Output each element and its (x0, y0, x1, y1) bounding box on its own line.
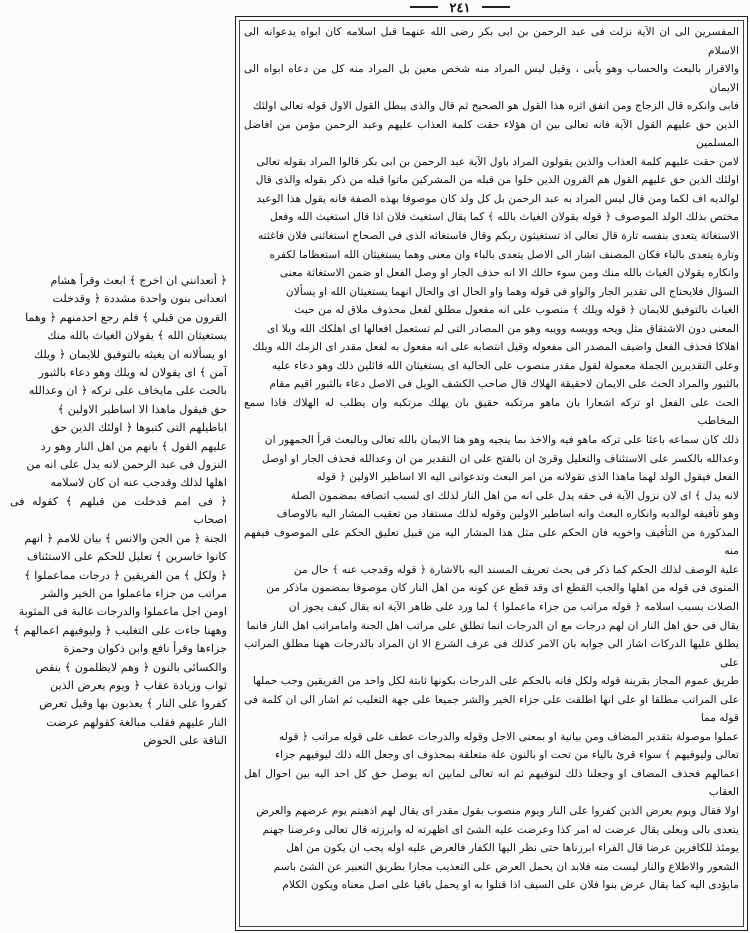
page-number: ٢٤١ (449, 1, 471, 16)
margin-commentary: ﴿ أتعدانني ان اخرج ﴾ ابعث وقرأ هشام اتعدانى بنون واحدة مشددة ﴿ وقدخلت القرون من قبلي ﴾ فلم رجع احدمنهم ﴿ وهما يستغيثان الله ﴾ يقولان الغياث بالله منك او يسألانه ان يغيثه بالتوفيق للايمان ﴿ ويلك آمن ﴾ اى يقولان له ويلك وهو دعاء بالثبور بالحث على مايخاف على تركه ﴿ ان وعدالله حق فيقول ماهذا الا اساطير الاولين ﴾ اباطيلهم التى كتبوها ﴿ اولئك الذين حق عليهم القول ﴾ بانهم من اهل النار وهو رد النزول فى عبد الرحمن لانه يدل على انه من اهلها لذلك وقدجب عنه ان كان لاسلامه ﴿ فى امم قدخلت من قبلهم ﴾ كقوله فى اصحاب الجنة ﴿ من الجن والانس ﴾ بيان للامم ﴿ انهم كانوا خاسرين ﴾ تعليل للحكم على الاستئناف ﴿ ولكل ﴾ من الفريقين ﴿ درجات مماعملوا ﴾ مراتب من جزاء ماعملوا من الخير والشر اومن اجل ماعملوا والدرجات غالبة فى المثوبة وههنا جاءت على التغليب ﴿ وليوفيهم اعمالهم ﴾ جزاءها وقرأ نافع وابن ذكوان وحمزة والكسائى بالنون ﴿ وهم لايظلمون ﴾ بنقص ثواب وزيادة عقاب ﴿ ويوم يعرض الذين كفروا على النار ﴾ يعذبون بها وقيل تعرض النار عليهم فقلب مبالغة كقولهم عرضت الناقة على الحوض (10, 274, 227, 748)
header-ornament-left (410, 6, 438, 8)
main-text-frame (235, 16, 748, 931)
main-commentary: المفسرين الى ان الآية نزلت فى عبد الرحمن بن ابى بكر رضى الله عنهما قبل اسلامه كان ابواه يدعوانه الى الاسلام والاقرار بالبعث والحساب وهو يأبى ، وقيل ليس المراد منه شخص معين بل المراد منه كل من دعاه ابواه الى الايمان فابى وانكره قال الزجاج ومن اتفق اثره هذا القول هو الصحيح ثم قال والذى يبطل القول الاول قوله تعالى اولئك الذين حق عليهم القول الآية فانه تعالى بين ان هؤلاء حقت كلمة العذاب عليهم وعبد الرحمن مؤمن من افاضل المسلمين لامن حقت عليهم كلمة العذاب والذين يقولون المراد باول الآية عبد الرحمن بن ابى بكر قالوا المراد بقوله تعالى اولئك الذين حق عليهم القول هم القرون الذين خلوا من قبله من المشركين ماتوا قبله من ذكر بقوله والذى قال لوالديه اف لكما ومن قال ليس المراد به عبد الرحمن بل كل ولد كان موصوفا بهذه الصفة فانه يقول هذا الوعيد مختص بذلك الولد الموصوف ﴿ قوله يقولان الغياث بالله ﴾ كما يقال استغيث فلان اذا قال استغيث الله وفعل الاستغاثة يتعدى بنفسه تارة قال تعالى اذ تستغيثون ربكم وقال فاستغاثه الذى فى الصحاح استغاثنى فلان فاغثته وتارة يتعدى بالباء فكان المصنف اشار الى الاصل يتعدى بالباء وان معنى وهما يستغيثان الله استعظاما لكفره وانكاره يقولان الغياث بالله منك ومن سوء حالك الا انه حذف الجار او وصل الفعل او ضمن الاستغاثة معنى السؤال فلايحتاج الى تقدير الجار والواو فى قوله وهما واو الحال اى والحال انهما يستغيثان الله او يسألان الغياث بالتوفيق للايمان ﴿ قوله ويلك ﴾ منصوب على انه مفعول مطلق لفعل محذوف ملاق له من حيث المعنى دون الاشتقاق مثل ويحه وويسه وويبه وهو من المصادر التى لم تستعمل افعالها اى اهلكك الله ويلا اى اهلاكا فحذف الفعل واضيف المصدر الى مفعوله وقيل انتصابه على انه مفعول به لفعل مقدر اى الزمك الله ويلك وعلى التقديرين الجملة معمولة لقول مقدر منصوب على الحالية اى يستغيثان الله قائلين ذلك وهو دعاء عليه بالثبور والمراد الحث على الايمان لاحقيقة الهلاك قال صاحب الكشف الويل فى الاصل دعاء بالثبور اقيم مقام الحث على الفعل او تركه اشعارا بان ماهو مرتكبه حقيق بان يهلك مرتكبه وان يطلب له الهلاك فاذا سمع المخاطب ذلك كان سماعه باعثا على تركه ماهو فيه والاخذ بما ينجيه وهو هنا الايمان بالله تعالى وبالبعث قرأ الجمهور ان وعدالله بالكسر على الاستئناف والتعليل وقرئ ان بالفتح على ان التقدير من ان وعدالله فحذف الجار او اوصل الفعل فيقول الولد لهما ماهذا الذى تقولانه من امر البعث وتدعوانى اليه الا اساطير الاولين ﴿ قوله لانه يدل ﴾ اى لان نزول الآية فى حقه يدل على انه من اهل النار لذلك اى لسبب اتصافه بمضمون الصلة وهو تأفيفه لوالديه وانكاره البعث وانه اساطير الاولين وقوله لذلك مستفاد من تعقيب المشار اليه بالاوصاف المذكورة من التأفيف واخويه فان الحكم على مثل هذا المشار اليه من قبيل تعليق الحكم على الموصوف فيفهم منه علية الوصف لذلك الحكم كما ذكر فى بحث تعريف المسند اليه بالاشارة ﴿ قوله وقدجب عنه ﴾ حال من المنوى فى قوله من اهلها والجب القطع اى وقد قطع عن كونه من اهل النار كان موصوفا بمضمون ماذكر من الصلات بسبب اسلامه ﴿ قوله مراتب من جزاء ماعملوا ﴾ لما ورد على ظاهر الآية انه يقال كيف يجوز ان يقال فى حق اهل النار ان لهم درجات مع ان الدرجات انما تطلق على مراتب اهل الجنة وامامراتب اهل النار فانما يطلق عليها الدركات اشار الى جوابه بان الامر كذلك فى عرف الشرع الا ان المراد بالدرجات ههنا مطلق المراتب على طريق عموم المجاز بقرينة قوله ولكل فانه بالحكم على الدرجات بكونها ثابتة لكل واحد من الفريقين وجب حملها على المراتب مطلقا او على انها اطلقت على جزاء الخير والشر جميعا على جهة التغليب ثم اشار الى ان كلمة فى قوله مما عملوا موصولة بتقدير المضاف ومن بيانية او بمعنى الاجل وقوله والدرجات عطف على قوله مراتب ﴿ قوله تعالى وليوفيهم ﴾ سواء قرئ بالياء من تحت او بالنون علة متعلقة بمحذوف اى وجعل الله ذلك ليوفيهم جزاء اعمالهم فحذف المضاف او وجعلنا ذلك لنوفيهم ثم انه تعالى لمابين انه يوصل حق كل احد اليه بين احوال اهل العقاب اولا فقال ويوم يعرض الذين كفروا على النار ويوم منصوب بقول مقدر اى يقال لهم اذهبتم يوم عرضهم والعرض يتعدى بالى وبعلى يقال عرضت له امر كذا وعرضت عليه الشئ اى اظهرته له وابرزته قال تعالى وعرضنا جهنم يومئذ للكافرين عرضا قال الفراء ابرزناها حتى نظر اليها الكفار فالعرض عليه اوله يجب ان يكون من اهل الشعور والاطلاع والنار ليست منه فلابد ان يحمل العرض على التعذيب مجازا بطريق التعبير عن الشئ باسم مايؤدى اليه كما يقال عرض بنوا فلان على السيف اذا قتلوا به او يحمل باقيا على اصل معناه ويكون الكلام (244, 25, 739, 892)
header-ornament-right (482, 6, 510, 8)
